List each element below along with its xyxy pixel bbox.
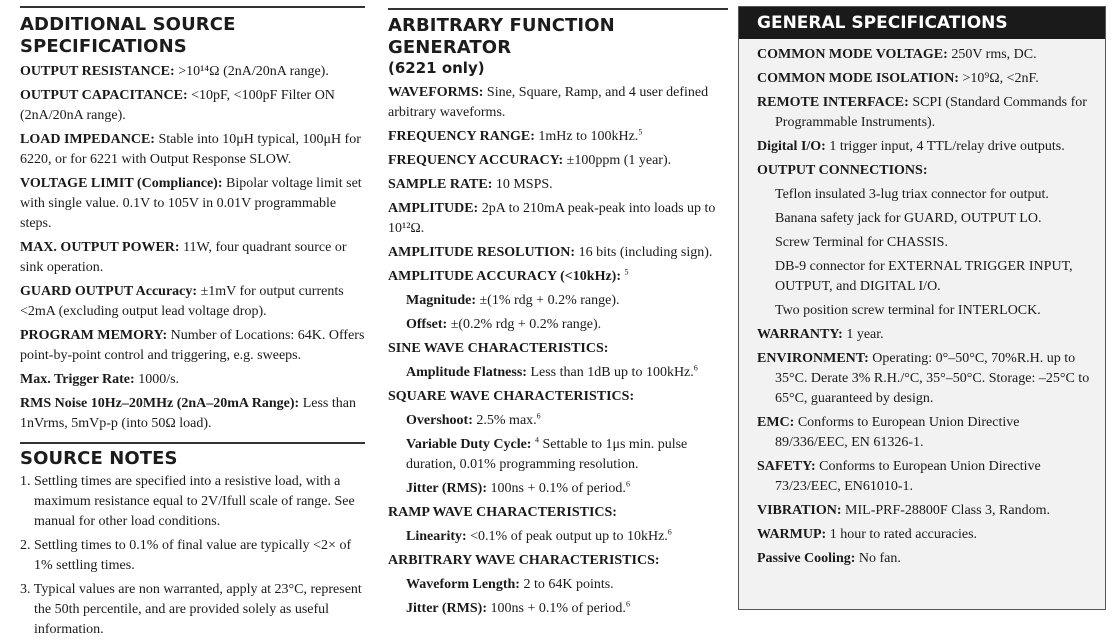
spec-common-mode-isolation: COMMON MODE ISOLATION: >10⁹Ω, <2nF. — [757, 71, 1039, 86]
spec-label: MAX. OUTPUT POWER: — [20, 240, 180, 255]
spec-label: Max. Trigger Rate: — [20, 372, 135, 387]
general-specs-title: GENERAL SPECIFICATIONS — [739, 7, 1105, 39]
output-connection-item: DB-9 connector for EXTERNAL TRIGGER INPUT, OUTPUT, and DIGITAL I/O. — [775, 259, 1073, 294]
spec-common-mode-voltage: COMMON MODE VOLTAGE: 250V rms, DC. — [757, 47, 1037, 62]
output-connection-item: Two position screw terminal for INTERLOCK. — [775, 303, 1041, 318]
afg-subtitle: (6221 only) — [388, 59, 485, 77]
output-connection-item: Teflon insulated 3-lug triax connector for output. — [775, 187, 1049, 202]
spec-value: Less than 1nVrms, 5mVp-p (into 50Ω load). — [20, 396, 356, 431]
additional-spec-item — [20, 62, 365, 82]
spec-sample-rate: SAMPLE RATE: 10 MSPS. — [388, 177, 553, 192]
additional-spec-item — [20, 86, 365, 126]
spec-amplitude-accuracy: AMPLITUDE ACCURACY (<10kHz): $^5$ — [388, 267, 629, 284]
spec-amplitude: AMPLITUDE: 2pA to 210mA peak-peak into loads up to 10¹²Ω. — [388, 201, 716, 236]
output-connection-item: Screw Terminal for CHASSIS. — [775, 235, 948, 250]
spec-variable-duty-cycle: Variable Duty Cycle: $^4$ Settable to 1μs min. pulse duration, 0.01% programming resolution. — [406, 435, 688, 472]
spec-label: OUTPUT RESISTANCE: — [20, 64, 175, 79]
spec-label: LOAD IMPEDANCE: — [20, 132, 155, 147]
spec-label: PROGRAM MEMORY: — [20, 328, 168, 343]
spec-waveform-length: Waveform Length: 2 to 64K points. — [406, 577, 614, 592]
spec-frequency-range: FREQUENCY RANGE: 1mHz to 100kHz.$^5$ — [388, 127, 643, 144]
spec-environment: ENVIRONMENT: Operating: 0°–50°C, 70%R.H. up to 35°C. Derate 3% R.H./°C, 35°–50°C. Storage: –25°C to 65°C, guaranteed by design. — [757, 351, 1090, 406]
spec-label: OUTPUT CAPACITANCE: — [20, 88, 188, 103]
additional-spec-item — [20, 130, 365, 170]
source-note: 1. Settling times are specified into a resistive load, with a maximum resistance equal to 2V/Ifull scale of range. See manual for other load conditions. — [20, 474, 355, 529]
source-note: 2. Settling times to 0.1% of final value are typically <2× of 1% settling times. — [20, 538, 352, 573]
additional-specs-column — [20, 0, 365, 644]
spec-jitter-square: Jitter (RMS): 100ns + 0.1% of period.$^6$ — [406, 479, 630, 496]
spec-jitter-arbitrary: Jitter (RMS): 100ns + 0.1% of period.$^6$ — [406, 599, 630, 616]
source-notes-title: SOURCE NOTES — [20, 448, 178, 469]
spec-amplitude-resolution: AMPLITUDE RESOLUTION: 16 bits (including sign). — [388, 245, 713, 260]
spec-magnitude: Magnitude: ±(1% rdg + 0.2% range). — [406, 293, 620, 308]
section-rule — [20, 442, 365, 444]
spec-remote-interface: REMOTE INTERFACE: SCPI (Standard Commands for Programmable Instruments). — [757, 95, 1087, 130]
spec-label: GUARD OUTPUT Accuracy: — [20, 284, 198, 299]
additional-spec-item — [20, 174, 365, 234]
spec-passive-cooling: Passive Cooling: No fan. — [757, 551, 901, 566]
additional-specs-title: ADDITIONAL SOURCE SPECIFICATIONS — [20, 14, 236, 57]
additional-spec-item — [20, 370, 365, 390]
additional-specs-list — [20, 62, 365, 434]
spec-emc: EMC: Conforms to European Union Directive 89/336/EEC, EN 61326-1. — [757, 415, 1020, 450]
spec-value: >10¹⁴Ω (2nA/20nA range). — [178, 64, 329, 79]
spec-safety: SAFETY: Conforms to European Union Directive 73/23/EEC, EN61010-1. — [757, 459, 1041, 494]
source-note: 3. Typical values are non warranted, apply at 23°C, represent the 50th percentile, and are provided solely as useful information. — [20, 582, 362, 637]
ramp-wave-heading: RAMP WAVE CHARACTERISTICS: — [388, 505, 617, 520]
spec-value: Bipolar voltage limit set with single value. 0.1V to 105V in 0.01V programmable steps. — [20, 176, 362, 231]
output-connections-heading: OUTPUT CONNECTIONS: — [757, 163, 928, 178]
arbitrary-wave-heading: ARBITRARY WAVE CHARACTERISTICS: — [388, 553, 660, 568]
spec-value: ±1mV for output currents <2mA (excluding output lead voltage drop). — [20, 284, 344, 319]
spec-label: VOLTAGE LIMIT (Compliance): — [20, 176, 223, 191]
spec-warmup: WARMUP: 1 hour to rated accuracies. — [757, 527, 978, 542]
spec-digital-io: Digital I/O: 1 trigger input, 4 TTL/relay drive outputs. — [757, 139, 1065, 154]
output-connections-list — [757, 185, 1093, 321]
additional-spec-item — [20, 394, 365, 434]
spec-value: 11W, four quadrant source or sink operation. — [20, 240, 347, 275]
source-notes-list — [20, 472, 365, 640]
spec-linearity: Linearity: <0.1% of peak output up to 10kHz.$^6$ — [406, 527, 672, 544]
afg-title: ARBITRARY FUNCTION GENERATOR — [388, 15, 615, 58]
additional-spec-item — [20, 282, 365, 322]
spec-waveforms: WAVEFORMS: Sine, Square, Ramp, and 4 user defined arbitrary waveforms. — [388, 85, 709, 120]
spec-offset: Offset: ±(0.2% rdg + 0.2% range). — [406, 317, 602, 332]
additional-spec-item — [20, 238, 365, 278]
square-wave-heading: SQUARE WAVE CHARACTERISTICS: — [388, 389, 635, 404]
spec-label: RMS Noise 10Hz–20MHz (2nA–20mA Range): — [20, 396, 300, 411]
general-specs-panel — [738, 6, 1106, 610]
output-connection-item: Banana safety jack for GUARD, OUTPUT LO. — [775, 211, 1042, 226]
afg-column — [388, 0, 728, 623]
spec-vibration: VIBRATION: MIL-PRF-28800F Class 3, Random. — [757, 503, 1050, 518]
spec-value: Number of Locations: 64K. Offers point-by-point control and triggering, e.g. sweeps. — [20, 328, 365, 363]
section-rule — [20, 6, 365, 8]
spec-value: <10pF, <100pF Filter ON (2nA/20nA range). — [20, 88, 335, 123]
spec-overshoot: Overshoot: 2.5% max.$^6$ — [406, 411, 541, 428]
spec-amplitude-flatness: Amplitude Flatness: Less than 1dB up to 100kHz.$^6$ — [406, 363, 698, 380]
sine-wave-heading: SINE WAVE CHARACTERISTICS: — [388, 341, 609, 356]
spec-value: Stable into 10μH typical, 100μH for 6220, or for 6221 with Output Response SLOW. — [20, 132, 361, 167]
spec-frequency-accuracy: FREQUENCY ACCURACY: ±100ppm (1 year). — [388, 153, 672, 168]
additional-spec-item — [20, 326, 365, 366]
section-rule — [388, 8, 728, 10]
spec-warranty: WARRANTY: 1 year. — [757, 327, 884, 342]
spec-value: 1000/s. — [138, 372, 180, 387]
